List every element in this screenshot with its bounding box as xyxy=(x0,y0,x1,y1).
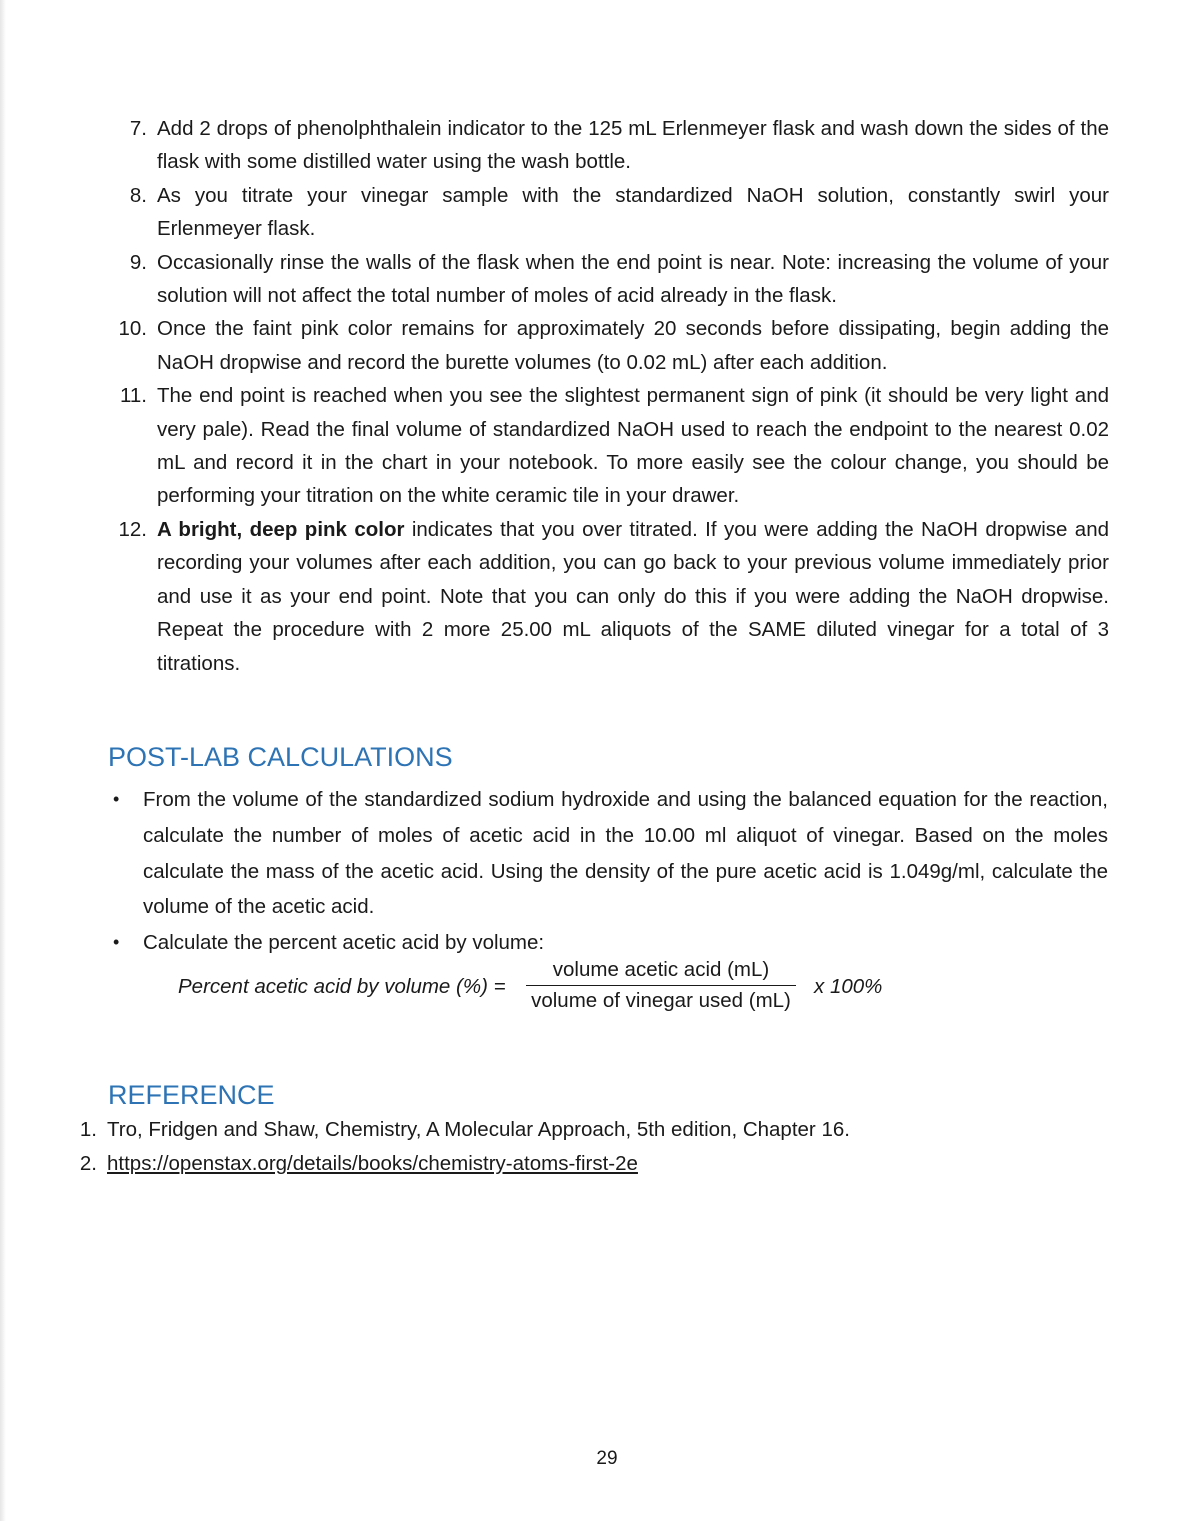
reference-item-1 xyxy=(79,1113,1200,1147)
post-lab-bullet-list xyxy=(0,782,1200,961)
bullet-dot: • xyxy=(113,932,120,953)
reference-text: Tro, Fridgen and Shaw, Chemistry, A Molecular Approach, 5th edition, Chapter 16. xyxy=(107,1118,850,1141)
step-number: 9. xyxy=(129,250,147,274)
procedure-step-7 xyxy=(129,112,1109,179)
reference-heading: REFERENCE xyxy=(108,1080,275,1110)
procedure-step-12 xyxy=(118,513,1109,680)
post-lab-heading: POST-LAB CALCULATIONS xyxy=(108,742,453,772)
formula-numerator: volume acetic acid (mL) xyxy=(552,958,770,981)
procedure-step-9 xyxy=(129,246,1109,313)
step-text: Add 2 drops of phenolphthalein indicator to the 125 mL Erlenmeyer flask and wash down the sides of the flask with some distilled water using the wash bottle. xyxy=(157,117,1109,174)
reference-number: 1. xyxy=(79,1118,97,1141)
page-number: 29 xyxy=(596,1448,618,1469)
procedure-steps-list xyxy=(0,112,1200,680)
formula-fraction xyxy=(522,955,800,1016)
formula-denominator: volume of vinegar used (mL) xyxy=(531,989,791,1012)
step-number: 7. xyxy=(129,117,147,140)
post-lab-bullet-1 xyxy=(113,782,1108,925)
procedure-step-8 xyxy=(129,179,1109,246)
reference-item-2 xyxy=(79,1147,1200,1181)
reference-number: 2. xyxy=(79,1152,97,1175)
step-text: Once the faint pink color remains for approximately 20 seconds before dissipating, begin adding the NaOH dropwise and record the burette volumes (to 0.02 mL) after each addition. xyxy=(157,317,1109,374)
formula-rhs: x 100% xyxy=(814,975,883,998)
procedure-step-11 xyxy=(120,379,1109,513)
step-text: indicates that you over titrated. If you were adding the NaOH dropwise and recording your volumes after each addition, you can go back to your previous volume immediately prior and use it as your end point. Note that you can only do this if you were adding the NaOH dropwise. Repeat the procedure with 2 more 25.00 mL aliquots of the SAME diluted vinegar for a total of 3 titrations. xyxy=(157,517,1109,675)
bullet-text: Calculate the percent acetic acid by volume: xyxy=(143,931,545,955)
step-text: The end point is reached when you see the slightest permanent sign of pink (it should be very light and very pale). Read the final volume of standardized NaOH used to reach the endpoint to the nearest 0.02 mL and record it in the chart in your notebook. To more easily see the colour change, you should be performing your titration on the white ceramic tile in your drawer. xyxy=(157,384,1109,508)
reference-list xyxy=(0,1113,1200,1181)
procedure-step-10 xyxy=(118,312,1109,379)
step-number: 8. xyxy=(129,183,147,207)
bullet-dot: • xyxy=(113,789,120,809)
step-bold-text: A bright, deep pink color xyxy=(157,517,405,541)
formula-lhs: Percent acetic acid by volume (%) = xyxy=(178,975,506,998)
step-number: 12. xyxy=(118,517,147,541)
step-text: As you titrate your vinegar sample with the standardized NaOH solution, constantly swirl your Erlenmeyer flask. xyxy=(157,183,1109,241)
step-number: 11. xyxy=(120,384,147,408)
step-number: 10. xyxy=(118,317,147,341)
openstax-link[interactable]: https://openstax.org/details/books/chemistry-atoms-first-2e xyxy=(107,1152,638,1175)
bullet-text: From the volume of the standardized sodium hydroxide and using the balanced equation for the reaction, calculate the number of moles of acetic acid in the 10.00 ml aliquot of vinegar. Based on the moles calculate the mass of the acetic acid. Using the density of the pure acetic acid is 1.049g/ml, calculate the volume of the acetic acid. xyxy=(143,788,1108,919)
step-text: Occasionally rinse the walls of the flask when the end point is near. Note: increasing the volume of your solution will not affect the total number of moles of acid already in the flask. xyxy=(157,250,1109,308)
percent-formula xyxy=(178,955,1078,1015)
